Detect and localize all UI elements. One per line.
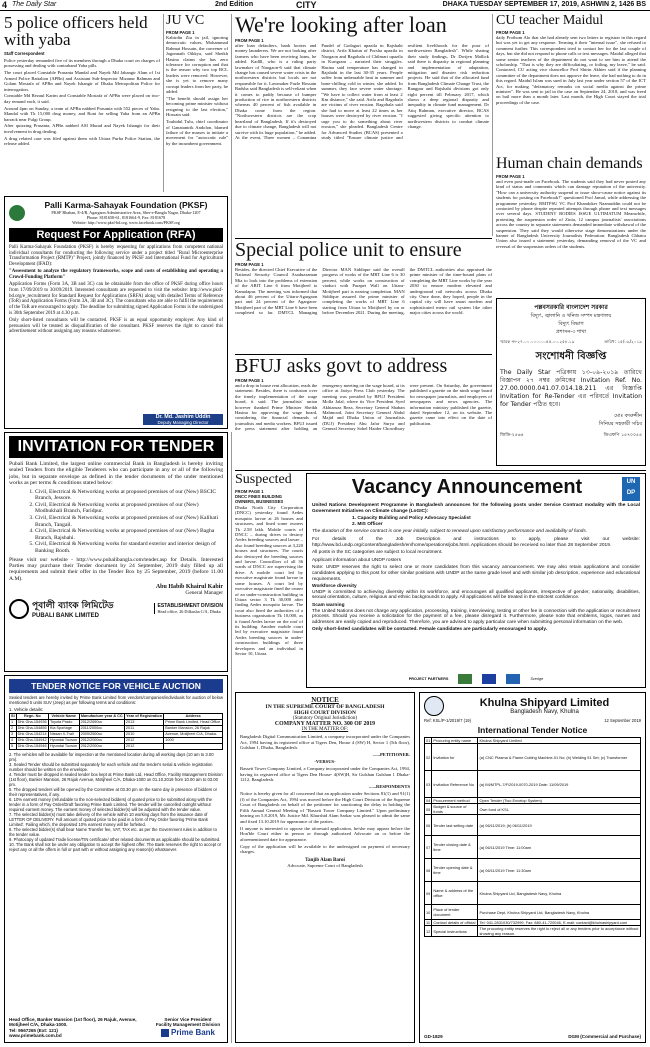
table-cell — [164, 744, 223, 750]
table-cell: Open Tender (Two Envelop System) — [478, 798, 641, 804]
pksf-address: PKSF Bhaban, E-4/B, Agargaon Administrative Area, Sher-e-Bangla Nagar, Dhaka-1207 — [51, 210, 201, 215]
primebank-logo-icon — [161, 1029, 169, 1037]
juvc-paragraph: Touhidul Tulu, chief coordinator of Ganatantrik Andolon, blamed failure of the masses to initiate a movement for "autocratic rule" by the incumbent government. — [166, 119, 228, 146]
court-text5: Copy of the application will be available to the undersigned on payment of necessary charges. — [240, 843, 410, 854]
table-cell: 05 — [425, 804, 432, 815]
pubali-tender-item: 2. Civil, Electrical & Networking works at proposed premises of our (New) Modhukhali Branch, Faridpur. — [35, 502, 223, 515]
undp-post: 2. MIS Officer — [352, 521, 383, 527]
table-cell: Name & address of the office — [432, 882, 478, 905]
masthead — [0, 0, 650, 11]
court-name: IN THE SUPREME COURT OF BANGLADESH — [265, 704, 385, 710]
special-headline: Special police unit to ensure — [235, 240, 462, 261]
court-division: HIGH COURT DIVISION — [294, 710, 356, 716]
undp-p5: Note: UNDP reserves the right to select one or more candidates from this vacancy announcement. We may also retain applications and consider candidates applying to this post for other similar positions with UNDP at the same grade level and with similar job description, experience and educational requirements. — [312, 565, 640, 582]
table-cell: 2012/2000cc — [79, 738, 124, 744]
maidul-story — [496, 14, 646, 154]
table-cell: (a) IM/MTPL-7/F/2019-0070-2019 Date: 11/09/2019 — [478, 771, 641, 798]
table-cell: 2011 — [124, 726, 163, 732]
table-cell: 2009/2500cc — [79, 732, 124, 738]
table-cell: 07 — [425, 836, 432, 859]
primebank-hq: Head Office, Banker Mansion (1st floor), 26 Rajuk, Avenue, Motijheel C/A, Dhaka-1000. — [9, 1016, 137, 1028]
table-cell: Tender last selling date — [432, 815, 478, 836]
table-cell: 04 — [426, 798, 431, 803]
table-cell: Avenue, Motijheel C/A, Dhaka- — [164, 732, 223, 738]
table-cell: Dhk Gha-154936 — [17, 720, 47, 724]
table-cell: 08 — [425, 859, 432, 882]
table-cell: Place of tender document — [432, 905, 478, 920]
primebank-signatory-title: Senior Vice President — [164, 1016, 212, 1022]
table-cell: 2012/2000cc — [79, 744, 124, 750]
bn-date: তারিখ: ১৫/০৯/২০১৯ — [604, 339, 642, 344]
khulna-banner: International Tender Notice — [477, 725, 588, 735]
looking-headline: We're looking after loan — [235, 14, 447, 37]
page-dateline: DHAKA TUESDAY SEPTEMBER 17, 2019, ASHWIN 2, 1426 BS — [442, 1, 646, 8]
table-cell: Hyundai Tucson — [49, 738, 78, 742]
humanchain-headline: Human chain demands — [496, 156, 643, 172]
juvc-paragraph: Kabirdin Ziu in jail, ignoring democratic values, Mohammad Rahmat Hossain, the convener of Jagonnath Oikkya, said Sheikh Hasina claims she has zero tolerance for corruption and that is the reason why two top BCL leaders were removed. However, she is yet to remove many corrupt leaders from her party, he added. — [166, 35, 228, 95]
table-cell: 2012/2690cc — [79, 720, 124, 726]
juvc-story — [166, 14, 228, 192]
pksf-para2: Application Forms (Form 3A, 3B and 3C) can be obtainable from the office of PKSF during office hours from 17/09/2019 to 30/09/2019. Interested consultants are requested to visit the website: http://www.pksf-bd.org/e_recruitment for Standard Request for Applications (SRFA) along with detailed Terms of Reference (ToR) and Application Forms (Form 3A, 3B and 3C). The consultants who are able to fulfil the requirements of the ToR are encouraged to apply. The deadline for submitting signed Application Forms is the undersigned is 30th September 2019 at 4.30 p.m. — [9, 282, 223, 316]
suspected-from: FROM PAGE 1 — [235, 489, 264, 494]
police-headline: 5 police officers held with yaba — [4, 14, 148, 49]
pksf-advertisement — [4, 196, 228, 429]
juvc-paragraph: "The benefit should assign her becoming prime minister without resigning to the last election," Hossain said. — [166, 95, 228, 118]
police-story — [4, 14, 160, 194]
table-cell: Dhk Gha-154214 — [17, 732, 47, 736]
table-cell: 2 — [10, 726, 17, 732]
special-from: FROM PAGE 1 — [235, 262, 264, 267]
table-row — [425, 859, 641, 882]
bn-code2: ডিএফপি ১৫৭০০৫৪ — [603, 433, 642, 438]
table-header-cell: Manufacture year & CC — [80, 714, 123, 718]
maidul-body: daily Prothom Alo that she had already sent two letters to registrar in this regard but was yet to get any response. Terming it their "internal issue", she refused to comment further. This correspondent tried to contact her for the last couple of days, but she did not respond to phone calls or text messages. Maidul alleged that some senior teachers of the department do not want to see him to attend the scholarship. "That is why they are difficultating, or foiling, my leave," he said. Contacted, CU acting vice chancellor Prof Shirin Akhter said if the planning committee of the department does not approve the leave, she had nothing to do in this regard. Maidul Islam was sued in July last year under section 57 of the ICT Act, for making "defamatory remarks on social media against the prime minister". He was sent to jail in the case on September 24, 2018, and was freed on bail more than a month later. Last month, the High Court stayed the trial proceedings of the case. — [496, 35, 646, 105]
pubali-signatory-title: General Manager — [185, 590, 223, 597]
table-cell: (a) 06/11/2019 Time: 11:00am — [478, 836, 641, 859]
bn-sign: মোঃ বদরুদ্দীন — [614, 413, 642, 419]
primebank-vehicle-label: 1. Vehicle details: — [9, 707, 44, 712]
table-cell: Hyundai Tucson — [49, 744, 78, 748]
primebank-banner: TENDER NOTICE FOR VEHICLE AUCTION — [9, 679, 223, 693]
table-cell: 1 — [10, 720, 17, 726]
bfuj-story — [235, 356, 492, 468]
bn-sub: বিদ্যুৎ বিভাগ — [558, 321, 584, 327]
table-cell: Tender opening date & time — [432, 859, 478, 882]
undp-p2: For details of the Job Description and instructions to apply, please visit our website: http://www.bd.undp.org/content/bangladesh/en/home/operations/jobs.html. Applications should be received no later than 28 September 2019. — [312, 536, 640, 548]
sweden-flag-icon — [506, 674, 520, 684]
pksf-website: Website: http://www.pksf-bd.org, www.facebook.com/PKSF.org — [72, 220, 180, 225]
undp-partners-label: PROJECT PARTNERS — [408, 677, 449, 681]
undp-p1: The duration of the service contract is one year initially, subject to renewal upon satisfactory performance and availability of funds. — [312, 529, 588, 535]
undp-p4: Applicant information about UNDP rosters — [312, 557, 401, 563]
primebank-term: 5. The dropped tenders will be opened by the Committee at 03.30 pm on the same day in presence of bidders or their representatives, if any. — [9, 787, 218, 797]
looking-body: after loan defaulters, bank looters and money launderers. We are not looking after farmers who have been receiving loans, he added. Kadlll, who is a ruling party lawmaker of Naogaon-6 said that climate change has caused severe water crisis in the northwestern districts but locals are not responsible for it. Lawmaker Fazle Hossain Badsha said Bangladesh is self-reliant when it comes to paddy because of bumper production of rice in northwestern districts whereas 40 percent of fish available in Dhaka come from the region. "Northwestern districts are the crop heartland of Bangladesh. If it's destroyed due to climate change, Bangladesh will not survive with its huge population," he added. At the event, Three women – Conamina Paudel of Godagari upazila in Rajshahi district, Arifa Khatun of Porsha upazila in Naogaon and Ragobala of Chilmari upazila in Kurigram – narrated their struggles. Hasina said temperature has changed in Rajshahi in the last 30-35 years. People suffer from unbearable heat in summer and bone-chilling cold in winter, she added. In summer, they face severe water shortage. "We have to collect water from at least 2 Km distance," she said. Arifa and Ragobala are victims of river erosion. Ragobala said she had to move at least 22 times as her houses were destroyed by river erosion. "I urge you to do something about river erosion," she pleaded. Bangladesh Centre for Advanced Studies (BCAS) presented a study titled "Ensure climate justice and resilient livelihoods for the poor of northwestern Bangladesh". While sharing their study findings, Dr Dwijen Mallick said there is disparity in regional planning and implementation of adaptation, mitigation and disaster risk reduction projects. He said that of the allocated fund from Bangladesh Climate Change Trust, the Rangpur and Rajshahi divisions got only eight percent till February 2017, which shows a deep regional disparity and inequality in climate fund management. Dr Atiq Rahman, executive director, BCAS suggested giving specific attention to northwestern districts to combat climate change. — [235, 43, 489, 140]
table-header-cell: Vehicle Name — [48, 714, 79, 720]
pubali-banner: INVITATION FOR TENDER — [9, 436, 223, 458]
primebank-logo-text: Prime Bank — [170, 1028, 216, 1038]
pubali-bank-bengali: পূবালী ব্যাংক লিমিটেড — [32, 601, 114, 612]
primebank-term: 4. Tender must be dropped in sealed tender box kept at Prime Bank Ltd, Head Office, Facility Management Division (1st floor), Banker Mansion, 26 Rajuk Avenue, Motijheel C/A, Dhaka-1000 on 01.10.2019 from 10.00 am to 03.00 pm. — [9, 772, 223, 787]
table-cell: Dhk Gha-154942 — [17, 738, 47, 742]
table-cell: Invitation Reference No — [432, 771, 478, 798]
police-paragraph: The court placed Constable Prasanta Mandal and Nayek Md Jahangir Alam of 1st Armed Police Battalion (APBn) and Assistant Sub-Inspector Mizanur Rahman and Golam Mostafa of APBn and Nayek Ishangir of Dhaka Metropolitan Police for interrogation. — [4, 70, 160, 92]
table-cell: 2012 — [124, 738, 163, 744]
primebank-term: 3. Sealed Tender should be submitted separately for each vehicle and the tender's serial & vehicle registration number should be written on the envelope. — [9, 762, 213, 772]
table-row — [425, 804, 641, 815]
special-body: Besides, the directed Chief Executive of the National Security Council Asaduzzaman Mia to look into the problems of extension of the ARIT Line 6 from Motijheel to Kamalapur. The meeting was informed that about 46 percent of the Uttara-Agargaon part and 24 percent of the Agargaon-Motijheel part of the MRT Line 6 have been completed so far. DMTCL Managing Director MAN Siddique said the overall progress of works of the MRT Line 6 is 30 percent, while works on construction of viaduct with Parapet Wall on Uttara-Motijheel part is nearing completion. MAN Siddique assured the prime minister of completing the works of MRT Line 6 starting from Uttara to Motijheel by on or before December 2021. During the meeting, the DMTCL authorities also appraised the prime minister of the time-bound plans of completing the MRT Line works by the year 2030 to ensure modern elevated and underground rail networks across Dhaka city. Once done, they hoped, people in the capital city will have smart modern and sophisticated metro rail system like other major cities across the world. — [235, 267, 492, 316]
maidul-from: FROM PAGE 1 — [496, 30, 525, 35]
table-cell: Own fund of KSL — [478, 804, 641, 815]
paper-name: The Daily Star — [12, 1, 57, 8]
court-versus: -VERSUS- — [314, 759, 336, 764]
court-lawyer: Tanjib Alam Baroi — [305, 857, 345, 863]
pksf-para3: Only short-listed consultants will be contacted. PKSF is an equal opportunity employer. Any kind of persuasion will be treated as disqualification of the consultant. PKSF reserves the right to cancel this advertisement without assigning any reasons whatsoever. — [9, 317, 223, 335]
suspected-headline: Suspected — [235, 473, 292, 487]
table-cell: Nissan X-Trail — [48, 732, 79, 738]
table-cell: 4 — [10, 738, 17, 744]
table-header-cell: Regn. No — [16, 714, 48, 720]
pubali-intro: Pubali Bank Limited, the largest online commercial Bank in Bangladesh is hereby inviting sealed Tenders from the eligible Tenderers who can participate in any or all of the following jobs, but in separate envelope as defined in the tender documents of the under mentioned works as per terms & conditions stated below: — [9, 461, 223, 487]
table-cell: Khulna Shipyard Limited — [478, 738, 641, 744]
table-cell: 2013 — [124, 720, 163, 726]
court-respondent: ......RESPONDENTS — [369, 784, 410, 789]
bengali-govt-notice — [496, 298, 646, 466]
juvc-body — [166, 35, 228, 146]
khulna-sub: Bangladesh Navy, Khulna — [510, 709, 579, 715]
primebank-term: 8. The selected bidder(s) shall bear Name Transfer fee, VAT, TAX etc. as per the Government rules in addition to the tender value. — [9, 827, 217, 837]
table-cell: 02 — [425, 744, 432, 771]
court-lawyer-role: Advocate, Supreme Court of Bangladesh — [287, 862, 363, 868]
table-cell: Purchase Dept, Khulna Shipyard Ltd, Bangladesh Navy, Khulna — [478, 905, 641, 920]
khulna-logo-icon — [424, 696, 444, 716]
khulna-title: Khulna Shipyard Limited — [479, 697, 610, 709]
humanchain-body: and even post-made on Facebook. The students said they had never posted any kind of status and comments which can damage reputation of the university. "How can a university authority suspend or issue show-cause notice against its students for posting on Facebook?" questioned Prof Jamal, while addressing the programme yesterday. RMTPSU VC Prof Khandoker Nazmuddin could not be contacted by phone despite repeated attempts through phone and text messages over several days. STUDENT BODIES ISSUE ULTIMATUM Meanwhile, protesting the suspension order of Zinia, 12 campus journalists' associations across the country in separate statements demanded immediate withdrawal of the suspension. They said they would otherwise stage demonstrations under the banner of Bangladesh University Journalists Federation. Bangladesh Chhatra Union also issued a statement yesterday, demanding removal of the VC and reversal of the suspension orders of the students. — [496, 179, 646, 249]
pksf-banner: Request For Application (RFA) — [9, 228, 223, 242]
police-paragraph: Police yesterday remanded five of its members through a Dhaka court on charges of possessing and dealing with contraband Yaba pills. — [4, 58, 160, 69]
pksf-phones: Phone: 8181658-61, 8181664-9, Fax: 8181678 — [86, 215, 166, 220]
table-cell: 11 — [426, 920, 431, 925]
pubali-advertisement — [4, 432, 228, 672]
pksf-bold-item: "Assessment to analyze the regulatory frameworks, scope and costs of establishing and operating a Crowd-Funding Platform" — [9, 269, 223, 281]
police-paragraph: A drug related case was filed against them with Uttara Purba Police Station, the release added. — [4, 135, 160, 147]
looking-from: FROM PAGE 1 — [235, 38, 264, 43]
police-paragraph: After quizzing Prasanta, APBn nabbed ASI Murad and Nayek Ishangir for their involvement in drug dealing. — [4, 123, 160, 134]
bn-dept: বিদ্যুৎ, জ্বালানি ও খনিজ সম্পদ মন্ত্রণালয় — [530, 313, 612, 319]
bn-sign2: সিনিয়র সহকারী সচিব — [598, 421, 642, 427]
undp-p8: Only short-listed candidates will be contacted. Female candidates are particularly encouraged to apply. — [312, 627, 548, 633]
bfuj-headline: BFUJ asks govt to address — [235, 356, 448, 377]
table-cell: (a) CNC Plasma & Flame Cutting Machine-01 No; (b) Welding 51 Set; (c) Transformer — [478, 744, 641, 771]
pubali-signatory: Abu Habib Khairul Kabir — [155, 584, 223, 591]
table-cell: Tel: 041-2831030/732999, Fax: 880-41-720046, E-mail: contact@khulnashipyard.com — [478, 920, 641, 926]
undp-vacancy-ad — [306, 473, 646, 688]
table-row — [10, 744, 223, 750]
primebank-vehicle-table — [9, 713, 223, 750]
table-cell: (a) 06/11/2019 Time: 11:30am — [478, 859, 641, 882]
bn-memo: স্মারক নং-২৭.০০.০০০০.০৫৫.০০.২৫৮.১৯ — [500, 339, 575, 344]
court-in-matter: IN THE MATTER OF: — [301, 727, 349, 732]
table-row — [425, 836, 641, 859]
primebank-web: www.primebank.com.bd — [9, 1033, 62, 1039]
table-cell: 01 — [426, 738, 431, 743]
table-cell: Special instructions — [432, 926, 478, 937]
table-cell: Procuring entity name — [432, 738, 478, 744]
bn-org: পল্লবসরকারি বাংলাদেশ সরকার — [534, 304, 608, 311]
table-cell: 06 — [425, 815, 432, 836]
pubali-est-address: Head office, 26 Dilkusha C/A, Dhaka — [157, 609, 221, 615]
primebank-advertisement — [4, 675, 228, 1043]
table-row — [425, 926, 641, 937]
partner-logo-icon — [458, 674, 472, 684]
humanchain-story — [496, 156, 646, 296]
table-cell: Invitation for — [432, 744, 478, 771]
table-cell: 5 — [10, 744, 17, 750]
table-cell: The procuring entity reserves the right to reject all or any tenders prior to acceptance without showing any reason. — [478, 926, 641, 937]
table-cell: Khulna Shipyard Ltd, Bangladesh Navy, Khulna — [478, 882, 641, 905]
page-number: 4 — [2, 0, 8, 10]
pubali-tender-item: 5. Civil, Electrical & Networking works for standard exterior and interior design of Banking Booth. — [35, 541, 223, 554]
table-row — [425, 905, 641, 920]
table-cell: Budget & source of funds — [432, 804, 478, 815]
bn-code: জিডি-২৫৬৪ — [500, 433, 524, 438]
suspected-subhead: DNCC FINES BUILDING OWNERS, BUSINESSES — [235, 494, 284, 504]
bn-title: সংশোধনী বিজ্ঞপ্তি — [535, 351, 607, 362]
pksf-logo-icon — [9, 205, 25, 221]
looking-story — [235, 14, 489, 236]
table-cell: Toyota Prado — [48, 720, 79, 726]
pubali-tender-list — [9, 489, 223, 555]
section-label: CITY — [296, 0, 317, 10]
court-title: NOTICE — [311, 696, 339, 704]
table-row — [425, 771, 641, 798]
undp-diversity-heading: Workforce diversity — [312, 584, 357, 590]
pubali-logo-icon — [9, 599, 29, 619]
undp-intro: United Nations Development Programme in Bangladesh announces for the following posts under Service Contract modality with the Local Government Initiatives on Climate change (LoGIC): — [312, 503, 640, 514]
pksf-signatory: Dr. Md. Jashim Uddin — [155, 414, 211, 420]
undp-logo-text: UN DP — [626, 479, 636, 496]
court-juris: (Statutory Original Jurisdiction) — [292, 716, 358, 721]
table-cell: Banker Mansion, 26 Rajuk — [164, 726, 223, 732]
table-cell: Kia Sportage — [48, 726, 79, 732]
table-cell: 2010 — [124, 732, 163, 738]
primebank-term: 7. The selected bidder(s) must take delivery of the vehicle within 10 working days from the issuance date of LETTER OF DELIVERY. Full amount of quoted price to be paid in a form of Pay Order favoring 'Prime Bank Limited'. Failing which, the deposited 10% earnest money will be forfeited. — [9, 812, 208, 827]
special-story — [235, 240, 492, 352]
pubali-closing: Please visit our website - http://www.pubalibangla.com/tender.asp for Details. Interested Parties may purchase their Tender document by 24 September, 2019 duly filled up all requirements and submit their offer in the Tender Box by 25 September, 2019 (before 11.00 A.M). — [9, 556, 223, 582]
undp-headline: Vacancy Announcement — [351, 476, 583, 498]
table-cell: Procurement method — [432, 798, 478, 804]
khulna-ref: Ref: KSL/P-1/2019/7 (19) — [424, 718, 472, 723]
khulna-footer-right: DGM (Commercial and Purchase) — [568, 1034, 641, 1039]
pubali-tender-item: 4. Civil, Electrical & Networking works at proposed premises of our (New) Bagha Branch, Rajshahi. — [35, 528, 223, 541]
court-text3: Notice is hereby given for all concerned that an application under Sections 81(1) and 91(1)(f) of the Companies Act, 1994 was moved before the High Court Division of the Supreme Court of Bangladesh on behalf of the petitioner for sanctioning the delay in holding the Fifth Annual General Meeting of "Bassett Tower Company Limited." Upon preliminary hearing on 5.8.2019, Mr. Justice Md. Khurshid Alam Sarkar was pleased to admit the same and fixed 13.10.2019 for appearance of the parties. — [240, 791, 410, 824]
undp-p3: All posts in the SC categories are subject to local recruitment. — [312, 550, 443, 556]
police-paragraph: Around 4pm on Sunday, a team of APBn nabbed Prasanta with 552 pieces of Yaba. Mandal with Tk 15,000 drug money, and Roni for selling Yaba from an APBn barrack near Fulgi Group. — [4, 105, 160, 122]
pksf-signatory-title: Deputy Managing Director — [157, 420, 209, 425]
edition-label: 2nd Edition — [215, 1, 254, 8]
court-notice — [235, 692, 415, 1043]
table-header-cell: Year of Registration — [126, 714, 163, 718]
table-cell: Contact details of official — [432, 920, 478, 926]
eu-flag-icon — [482, 674, 496, 684]
table-cell: Dhk Gha-154946 — [17, 744, 47, 748]
undp-p7: The United Nations does not charge any application, processing, training, interviewing, testing or other fee in connection with the application or recruitment process. Should you receive a solicitation for the payment of a fee, please disregard it. Furthermore, please note that emblems, logos, names and addresses are easily copied and reproduced. Therefore, you are advised to apply particular care when submitting personal information on the web. — [312, 608, 640, 625]
bn-sub2: প্রশাসন-৩ শাখা — [555, 329, 587, 335]
khulna-date: 12 September 2019 — [604, 718, 641, 723]
juvc-headline: JU VC — [166, 14, 205, 28]
court-matter: COMPANY MATTER NO. 300 OF 2019 — [274, 721, 376, 727]
primebank-term: 6. 10% earnest money (refundable to the non-selected bidders) of quoted price to be submitted along with the tender in a form of Pay Order/Draft favoring Prime Bank Limited. The tender will be cancelled outright without required earnest money. The earnest money of selected bidder(s) will be adjusted with the tender value. — [9, 797, 212, 812]
table-row — [425, 744, 641, 771]
undp-sweden-label: Sverige — [530, 677, 544, 681]
primebank-tel: Tel: 9567265 (Ext: 121) — [9, 1027, 58, 1033]
primebank-signatory-dept: Facility Management Division — [155, 1022, 221, 1028]
humanchain-from: FROM PAGE 1 — [496, 174, 525, 179]
pksf-para1: Palli Karma-Sahayak Foundation (PKSF) is hereby requesting for applications from competent national individual consultants for conducting the following service under a project titled "Rural Microenterprise Transformation Project (RMTP)" Project, jointly financed by PKSF and International Fund for Agricultural Development (IFAD): — [9, 245, 223, 268]
police-paragraph: Constable Md Rezaul Karim and Constable Mostafa of APBn were placed on two-day remand each, it said. — [4, 93, 160, 104]
table-cell: (a) 06/11/2019; (b) 06/11/2019 — [478, 815, 641, 836]
table-row — [425, 920, 641, 926]
khulna-tender-notice — [419, 692, 646, 1043]
bn-body: The Daily Star পত্রিকায় ১৩-০৯-২০১৯ তারিখে বিজ্ঞাপন ২৭ নম্বর ক্রমিকের Invitation Ref. No. 27.00.0000.041.07.014.18.211 এর বিজ্ঞাপ্তি Invitation for Re-Tender এর পরিবর্তে Invitation for Tender পঠিত হবে। — [500, 369, 642, 408]
table-cell: Tender closing date & time — [432, 836, 478, 859]
khulna-footer-left: GD-1829 — [424, 1034, 443, 1039]
table-cell: 2012 — [124, 744, 163, 750]
court-text4: If anyone is interested to oppose the aforesaid application, he/she may appear before the Hon'ble Court either in person or through authorized Advocate on or before the aforementioned date for appearance. — [240, 825, 410, 842]
table-row — [425, 882, 641, 905]
pubali-est-division: ESTABLISHMENT DIVISION — [157, 603, 223, 610]
juvc-from: FROM PAGE 1 — [166, 30, 195, 35]
police-byline: Staff Correspondent — [4, 51, 45, 56]
primebank-intro: Sealed tenders are hereby invited by Prime Bank Limited from vendors/companies/individuals for auction of below mentioned 5 units SUV (Jeep) as per following terms and conditions: — [9, 695, 223, 705]
table-cell: 12 — [425, 926, 432, 937]
table-header-cell: SI — [11, 714, 15, 718]
suspected-body: Dhaka North City Corporation (DNCC) yesterday found Aedes mosquito larvae at 26 houses and structures, and fined some owners Tk 2.58 lakh. Mobile courts of DNCC – during drives to destroy Aedes breeding sources and larvae – also found breeding sources at 3,220 houses and structures. The courts also destroyed the breeding sources and larvae. Councillors of all 36 wards of DNCC are supervising the drive. A mobile court led by executive magistrate found larvae in some houses. A court led by executive magistrate fined the owner of an under-construction building in Uttara sector 3 Tk 30,000 after finding Aedes mosquito larvae. The court also fined the authorities of a business organisation Tk 10,000, as it found Aedes larvae on the roof of its building. Another mobile court led by executive magistrate found Aedes breeding sources in under-construction buildings of three developers and an individual in Sector 10, Uttara. — [235, 505, 303, 656]
undp-p6: UNDP is committed to achieving diversity within its workforce, and encourages all qualified applicants, irrespective of gender, nationality, disabilities, sexual orientation, culture, religious and ethnic backgrounds to apply. All applications will be treated in the strictest confidence. — [312, 589, 640, 601]
undp-scam-heading: Scam warning — [312, 602, 345, 608]
table-cell: 10 — [425, 905, 432, 920]
police-body — [4, 58, 160, 147]
bfuj-from: FROM PAGE 1 — [235, 378, 264, 383]
court-text2: Bassett Tower Company Limited, a Company incorporated under the Companies Act, 1994, having its registered office at Tigers Den House- 4(SW)H, Sir Gulshan Gulshan 1 Dhaka-1212, Bangladesh. — [240, 766, 410, 782]
table-header-cell: Address — [164, 714, 223, 720]
court-petitioner: ......PETITIONER. — [373, 752, 410, 757]
table-cell: Prime Bank Limited, Head Office — [164, 720, 223, 726]
primebank-term: 9. Photocopy of updated Trade license/TIN certificate/ other related documents as applicable should be submitted. — [9, 837, 221, 842]
bfuj-body: and a drop in house rent allocation, reads the statement. Besides, there is confusion over the timely implementation of the wage board, it said. The journalists' union however thanked Prime Minister Sheikh Hasina for approving the wage board, considering the financial demands of journalists and media workers. BFUJ issued the press statement after holding an emergency meeting on the wage board, at its office at Jatiyo Press Club yesterday. The meeting was presided by BFUJ President Molla Jalal, where its Vice President Syed Akhtaruzz Reza, Secretary General Shaban Mahmood, Joint Secretary General Abdul Majid and Dhaka Union of Journalists (DUJ) President Abu Jafar Surya and General Secretary Sohel Haider Chowdhury were present. On Saturday, the government published a gazette on the ninth wage board for newspaper journalists, and employees of newspapers and news agencies. The information ministry published the gazette, dated September 12, on its website. The gazette came into effect on the date of publication. — [235, 383, 492, 432]
table-cell: 3 — [10, 732, 17, 738]
court-text1: Bangladesh Digital Communication Limited, a company incorporated under the Companies Act, 1994 having its registered office at Tigers Den, House 4 (SW) H, Sector 1 (5th floor), Gulshan 1, Dhaka, Bangladesh. — [240, 734, 410, 750]
table-cell: 09 — [425, 882, 432, 905]
pubali-bank-english: PUBALI BANK LIMITED — [32, 613, 99, 620]
primebank-term: 10. The Bank shall not be under any obligation to accept the highest offer. The Bank reserves the right to accept or reject any or all the offers in full or part with or without assigning any reason(s) whatsoever. — [9, 842, 222, 852]
table-cell: 1000 — [164, 738, 223, 744]
pksf-org-name: Palli Karma-Sahayak Foundation (PKSF) — [44, 200, 208, 210]
khulna-tender-table — [424, 737, 641, 937]
maidul-headline: CU teacher Maidul — [496, 14, 604, 28]
table-cell: 2011/2000cc — [79, 726, 124, 732]
primebank-term: 2. The vehicles will be available for inspection at the mentioned location during all working days (10 am to 3.00 pm). — [9, 752, 214, 762]
undp-logo-icon — [622, 477, 640, 501]
table-cell: Dhk Gha-154856 — [17, 726, 47, 730]
pubali-tender-item: 1. Civil, Electrical & Networking works at proposed premises of our (New) BSCIC Branch, Jessore. — [35, 489, 223, 502]
suspected-story — [235, 473, 303, 688]
table-row — [425, 815, 641, 836]
undp-post: 1. Capacity Building and Policy Advocacy Specialist — [352, 516, 471, 522]
pubali-tender-item: 3. Civil, Electrical & Networking works at proposed premises of our (New) Kalihati Branch, Tangail. — [35, 515, 223, 528]
table-cell: 03 — [425, 771, 432, 798]
